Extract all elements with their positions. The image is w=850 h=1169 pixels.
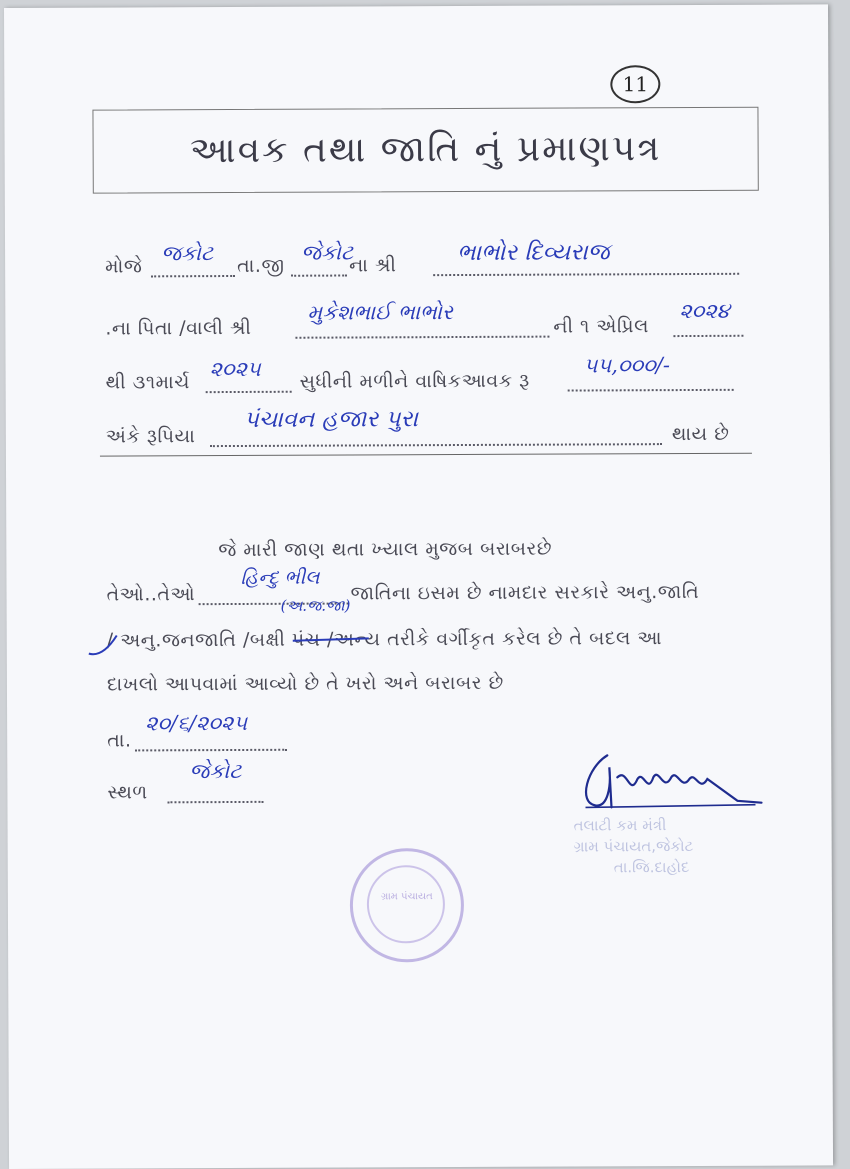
statement-line2-suffix: જાતિના ઇસમ છે નામદાર સરકારે અનુ.જાતિ <box>350 580 700 605</box>
year-to-handwritten: ૨૦૨૫ <box>209 356 261 382</box>
row4-prefix: અંકે રૂપિયા <box>105 425 196 448</box>
signature-icon <box>577 747 767 818</box>
caption-line: તલાટી કમ મંત્રી <box>573 816 667 835</box>
statement-line2-prefix: તેઓ..તેઓ <box>106 583 196 606</box>
parent-handwritten: મુકેશભાઈ ભાભોર <box>307 300 453 325</box>
certificate-page <box>4 4 833 1169</box>
name-handwritten: ભાભોર દિવ્યરાજ <box>457 239 610 267</box>
seal-text: ગ્રામ પંચાયત <box>380 891 433 903</box>
caste-handwritten: હિન્દુ ભીલ <box>240 566 320 589</box>
statement-line4: દાખલો આપવામાં આવ્યો છે તે ખરો અને બરાબર છે <box>106 671 504 696</box>
row2-april-label: ની ૧ એપ્રિલ <box>553 315 649 338</box>
seal-inner-ring <box>367 865 445 943</box>
round-seal-stamp <box>350 848 464 962</box>
taluka-handwritten: જેકોટ <box>301 240 354 265</box>
caption-line: ગ્રામ પંચાયત,જેકોટ <box>573 837 694 856</box>
row1-na-shri: ના શ્રી <box>349 254 397 277</box>
row2-prefix: .ના પિતા /વાલી શ્રી <box>105 316 252 340</box>
date-handwritten: ૨૦/૬/૨૦૨૫ <box>145 710 248 736</box>
statement-line3: / અનુ.જનજાતિ /બક્ષી પંચ /અન્ય તરીકે વર્ગીકૃત કરેલ છે તે બદલ આ <box>106 627 663 652</box>
divider <box>100 453 752 457</box>
row4-suffix: થાય છે <box>671 422 730 446</box>
row3-middle: સુધીની મળીને વાષિકઆવક રૂ <box>299 369 530 393</box>
village-handwritten: જકોટ <box>161 241 214 266</box>
signature-stamp-caption <box>574 815 754 879</box>
caption-line: તા.જિ.દાહોદ <box>613 858 690 877</box>
amount-handwritten: ૫૫,૦૦૦/- <box>583 353 670 378</box>
row1-prefix: મોજે <box>105 255 143 278</box>
page-number-circle <box>610 65 660 103</box>
year-from-handwritten: ૨૦૨૪ <box>679 298 730 324</box>
place-label: સ્થળ <box>107 781 148 804</box>
date-label: તા. <box>107 729 132 752</box>
caste-sub-handwritten: (અ.જ.જા) <box>280 596 351 615</box>
page-number: 11 <box>622 72 649 97</box>
handwritten-strike-marks <box>83 612 503 664</box>
dotted-line <box>167 783 263 803</box>
row3-prefix: થી ૩૧માર્ચ <box>105 371 190 394</box>
statement-line1: જે મારી જાણ થતા ખ્યાલ મુજબ બરાબરછે <box>218 537 553 562</box>
title-box <box>92 107 758 194</box>
amount-words-handwritten: પંચાવન હજાર પુરા <box>243 406 419 433</box>
document-title: આવક તથા જાતિ નું પ્રમાણપત્ર <box>189 128 662 172</box>
row1-taluka-label: તા.જી <box>237 254 285 277</box>
place-handwritten: જેકોટ <box>189 758 242 784</box>
